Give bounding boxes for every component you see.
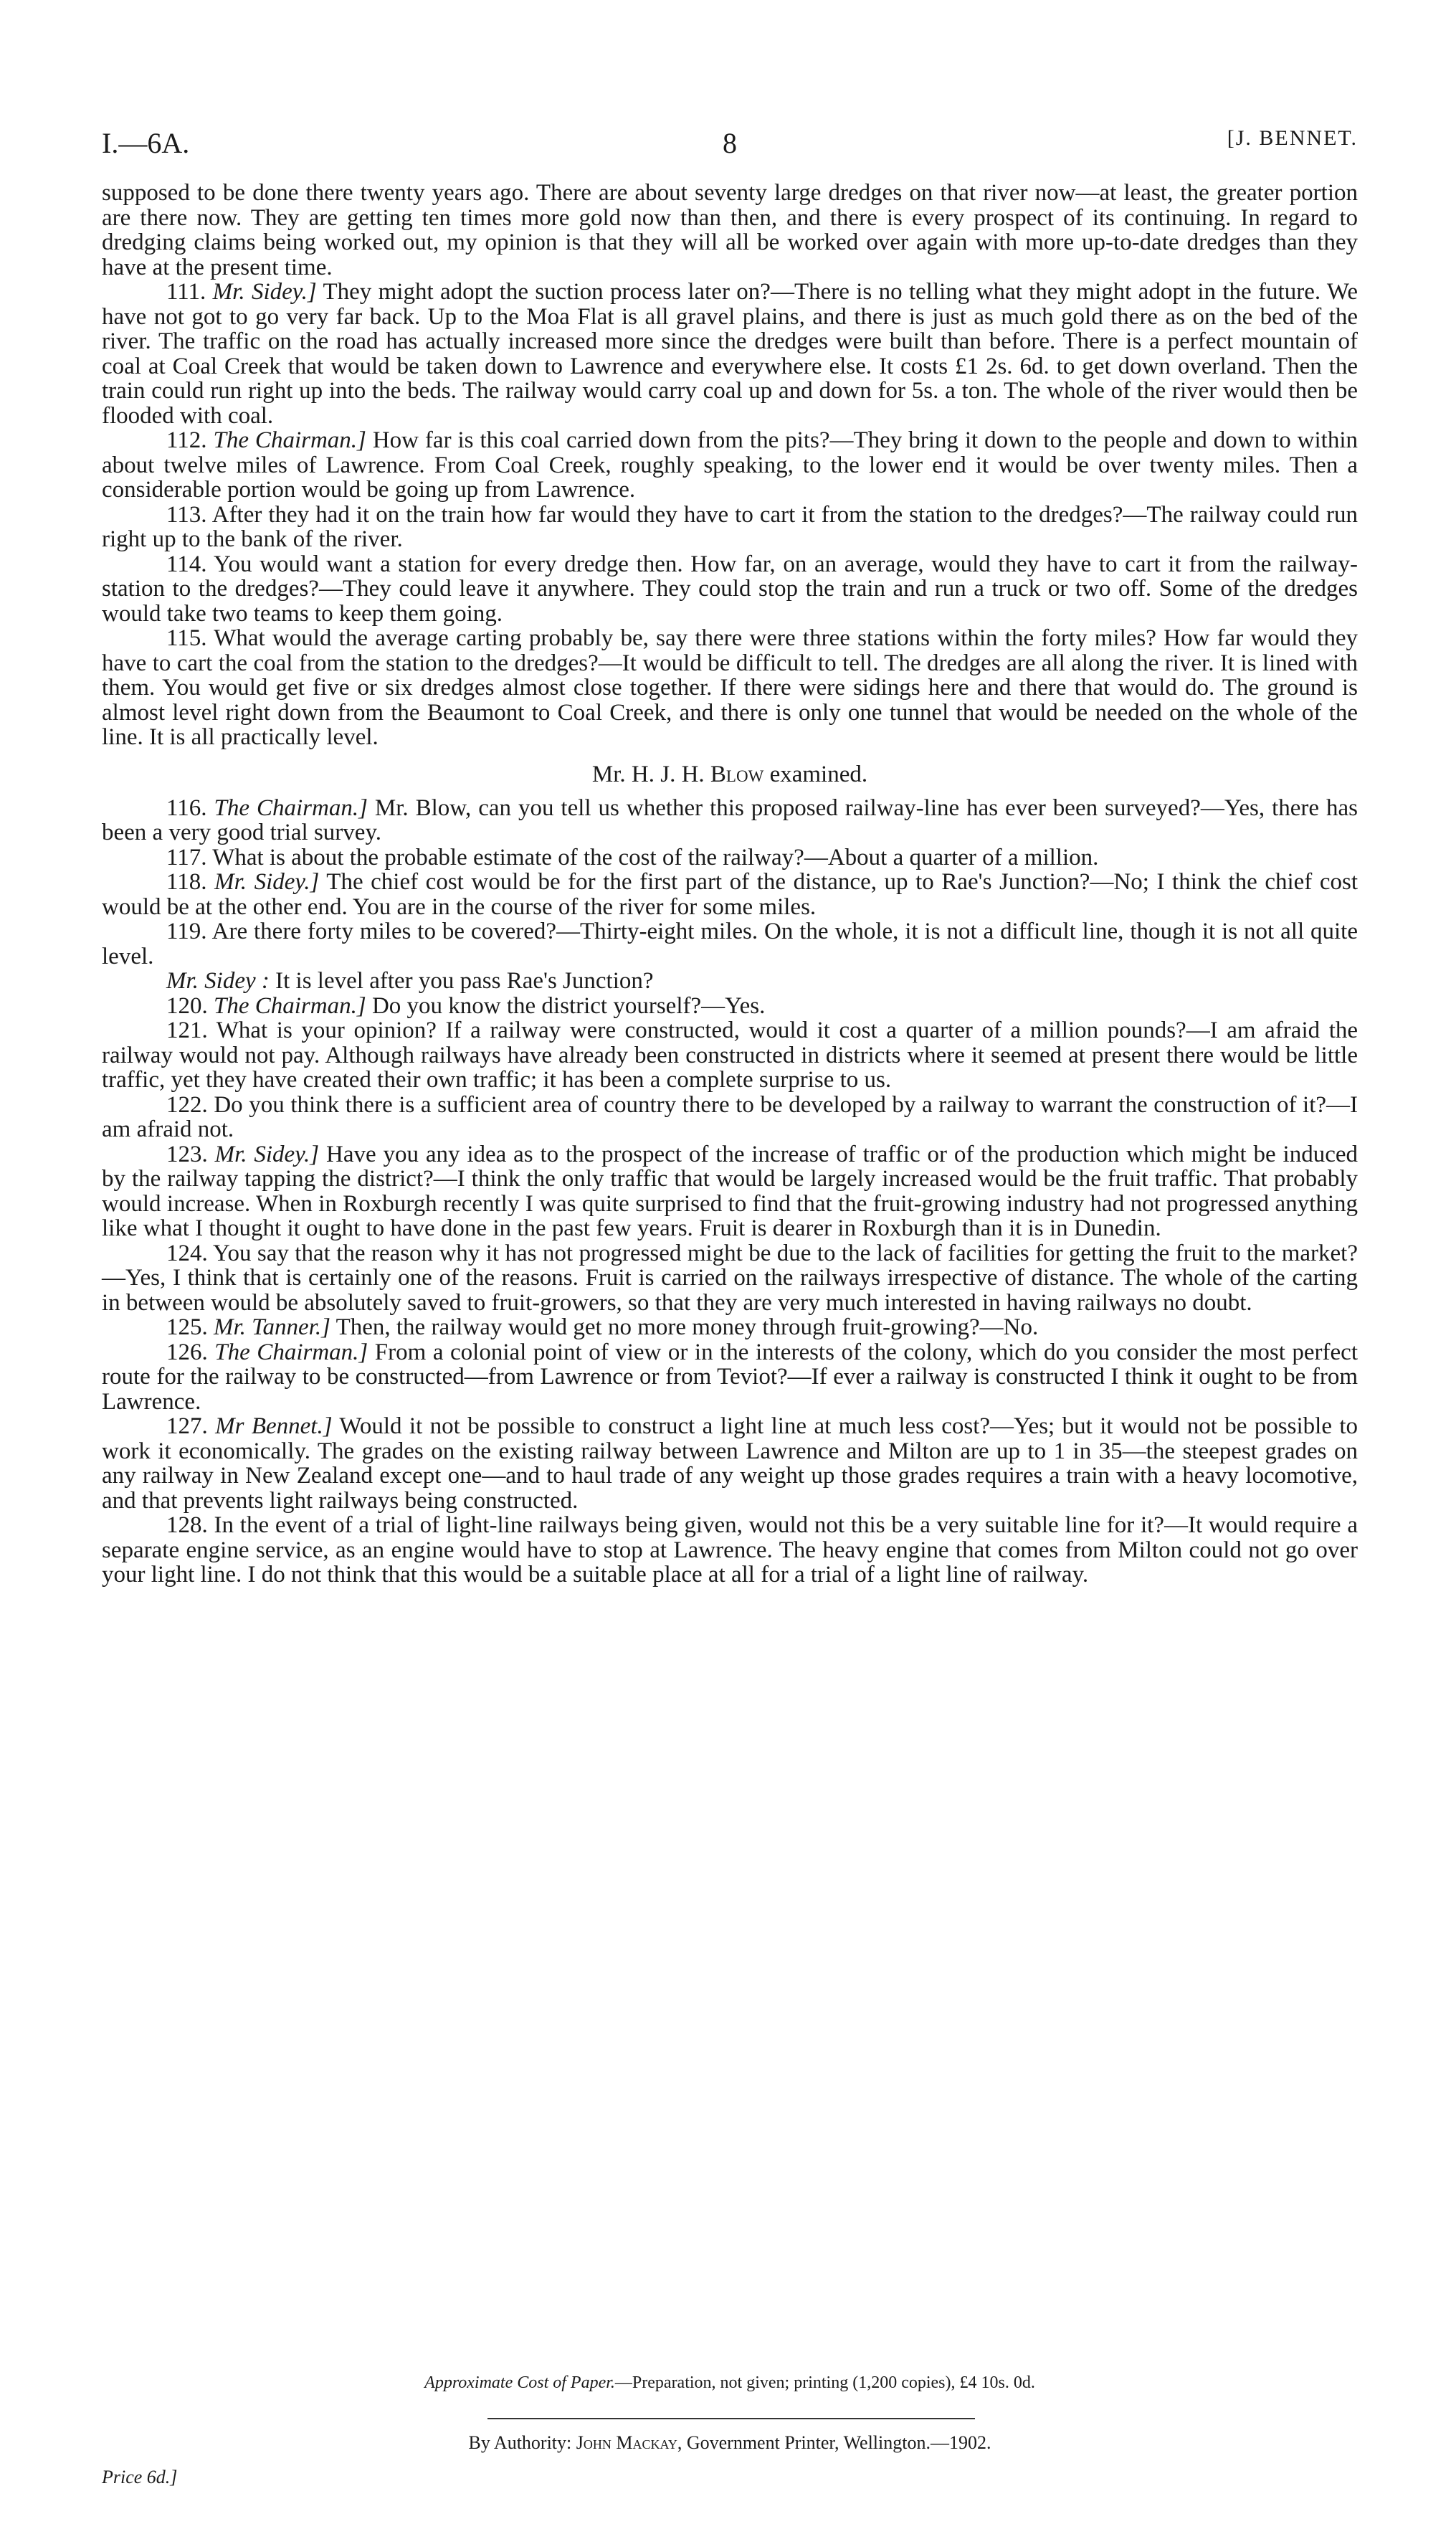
- footer-authority: [102, 2432, 1358, 2454]
- question-number: 115.: [166, 625, 207, 651]
- question-paragraph: [102, 969, 1358, 994]
- question-paragraph: [102, 1241, 1358, 1316]
- question-paragraph: [102, 503, 1358, 552]
- footer-divider: [487, 2418, 975, 2419]
- speaker: The Chairman.]: [214, 794, 368, 821]
- question-number: 126.: [166, 1339, 208, 1365]
- section-heading: [102, 762, 1358, 787]
- speaker: Mr. Tanner.]: [214, 1314, 330, 1340]
- price: Price 6d.]: [102, 2467, 178, 2487]
- question-number: 118.: [166, 869, 207, 895]
- speaker: The Chairman.]: [214, 1339, 368, 1365]
- question-number: 121.: [166, 1017, 208, 1043]
- footer-cost: [102, 2373, 1358, 2393]
- paragraph-text: What would the average carting probably be, say there were three stations within the forty miles? How far would they have to cart the coal from the station to the dredges?—It would be difficult to tell. The dredges are all along the river. It is lined with them. You would get five or six dredges almost close together. If there were sidings here and there that would do. The ground is almost level right down from the Beaumont to Coal Creek, and there is only one tunnel that would be needed on the whole of the line. It is all practically level.: [102, 625, 1358, 750]
- question-paragraph: [102, 1142, 1358, 1241]
- question-number: 111.: [166, 279, 206, 305]
- question-paragraph: [102, 1093, 1358, 1142]
- speaker: Mr. Sidey :: [166, 968, 270, 994]
- paragraph-text: The chief cost would be for the first part of the distance, up to Rae's Junction?—No; I think the chief cost would be at the other end. You are in the course of the river for some miles.: [102, 869, 1358, 920]
- speaker: The Chairman.]: [213, 427, 366, 453]
- speaker: Mr Bennet.]: [215, 1413, 333, 1439]
- paragraphs-before: [102, 181, 1358, 750]
- witness-name: Blow: [710, 761, 764, 787]
- speaker: Mr. Sidey.]: [214, 869, 320, 895]
- paragraph-text: How far is this coal carried down from the pits?—They bring it down to the people and down to within about twelve miles of Lawrence. From Coal Creek, roughly speaking, to the lower end it would be over twenty miles. Then a considerable portion would be going up from Lawrence.: [102, 427, 1358, 503]
- paragraph-text: Do you know the district yourself?—Yes.: [371, 992, 766, 1019]
- question-paragraph: [102, 994, 1358, 1019]
- paper-reference: I.—6A.: [102, 127, 190, 159]
- paragraph-text: You would want a station for every dredge then. How far, on an average, would they have to cart it from the railway-station to the dredges?—They could leave it anywhere. They could stop the train and run a truck or two off. Some of the dredges would take two teams to keep them going.: [102, 551, 1358, 627]
- paragraph-text: What is about the probable estimate of the cost of the railway?—About a quarter of a million.: [212, 844, 1099, 870]
- page-number: 8: [723, 127, 737, 159]
- question-number: 117.: [166, 844, 207, 870]
- question-number: 119.: [166, 919, 207, 944]
- paragraph-text: You say that the reason why it has not progressed might be due to the lack of facilities for getting the fruit to the market?—Yes, I think that is certainly one of the reasons. Fruit is carried on the railways irrespective of distance. The whole of the carting in between would be absolutely saved to fruit-growers, so that they are very much interested in having railways no doubt.: [102, 1240, 1359, 1316]
- question-number: 125.: [166, 1314, 208, 1340]
- authority-prefix: By Authority:: [468, 2432, 576, 2453]
- speaker: Mr. Sidey.]: [214, 1141, 320, 1167]
- question-paragraph: [102, 181, 1358, 280]
- question-paragraph: [102, 1414, 1358, 1513]
- paragraph-text: Do you think there is a sufficient area of country there to be developed by a railway to warrant the construction of it?—I am afraid not.: [102, 1091, 1359, 1142]
- paragraphs-after: [102, 796, 1358, 1588]
- question-paragraph: [102, 626, 1358, 750]
- question-paragraph: [102, 1513, 1358, 1588]
- paragraph-text: In the event of a trial of light-line railways being given, would not this be a very suitable line for it?—It would require a separate engine service, as an engine would have to stop at Lawrence. The heavy engine that comes from Milton could not go over your light line. I do not think that this would be a suitable place at all for a trial of a light line of railway.: [102, 1512, 1358, 1588]
- question-paragraph: [102, 428, 1358, 503]
- paragraph-text: Then, the railway would get no more money through fruit-growing?—No.: [336, 1314, 1039, 1340]
- heading-prefix: Mr. H. J. H.: [591, 761, 710, 787]
- question-number: 120.: [166, 992, 208, 1019]
- question-number: 112.: [166, 427, 207, 453]
- speaker: Mr. Sidey.]: [212, 279, 317, 305]
- witness-reference: [J. BENNET.: [1227, 126, 1358, 150]
- question-paragraph: [102, 280, 1358, 428]
- question-paragraph: [102, 796, 1358, 845]
- paragraph-text: After they had it on the train how far would they have to cart it from the station to the dredges?—The railway could run right up to the bank of the river.: [102, 501, 1359, 552]
- question-paragraph: [102, 1315, 1358, 1340]
- question-paragraph: [102, 1018, 1358, 1093]
- question-number: 123.: [166, 1141, 208, 1167]
- page-header: [102, 126, 1358, 162]
- authority-suffix: , Government Printer, Wellington.—1902.: [677, 2432, 991, 2453]
- question-number: 128.: [166, 1512, 208, 1538]
- question-paragraph: [102, 845, 1358, 870]
- cost-label: Approximate Cost of Paper.: [424, 2373, 615, 2392]
- heading-suffix: examined.: [763, 761, 868, 787]
- speaker: The Chairman.]: [214, 992, 366, 1019]
- printer-name: John Mackay: [576, 2432, 677, 2453]
- paragraph-text: They might adopt the suction process later on?—There is no telling what they might adopt in the future. We have not got to go very far back. Up to the Moa Flat is all gravel plains, and there is just as much gold there as on the bed of the river. The traffic on the road has actually increased more since the dredges were built than before. There is a perfect mountain of coal at Coal Creek that would be taken down to Lawrence and everywhere else. It costs £1 2s. 6d. to get down overland. Then the train could run right up into the beds. The railway would carry coal up and down for 5s. a ton. The whole of the river would then be flooded with coal.: [102, 279, 1358, 429]
- question-number: 113.: [166, 501, 207, 528]
- paragraph-text: supposed to be done there twenty years ago. There are about seventy large dredges on that river now—at least, the greater portion are there now. They are getting ten times more gold now than then, and there is every prospect of its continuing. In regard to dredging claims being worked out, my opinion is that they will all be worked over again with more up-to-date dredges than they have at the present time.: [102, 180, 1358, 280]
- cost-text: —Preparation, not given; printing (1,200 copies), £4 10s. 0d.: [614, 2373, 1035, 2392]
- question-number: 124.: [166, 1240, 208, 1266]
- body-text: [102, 181, 1358, 1588]
- question-number: 116.: [166, 794, 207, 821]
- paragraph-text: It is level after you pass Rae's Junction?: [275, 968, 654, 994]
- question-paragraph: [102, 552, 1358, 627]
- question-paragraph: [102, 1340, 1358, 1415]
- paragraph-text: From a colonial point of view or in the interests of the colony, which do you consider the most perfect route for the railway to be constructed—from Lawrence or from Teviot?—If ever a railway is constructed I think it ought to be from Lawrence.: [102, 1339, 1358, 1415]
- question-paragraph: [102, 870, 1358, 919]
- question-number: 127.: [166, 1413, 208, 1439]
- paragraph-text: Have you any idea as to the prospect of the increase of traffic or of the production which might be induced by the railway tapping the district?—I think the only traffic that would be largely increased would be the fruit traffic. That probably would increase. When in Roxburgh recently I was quite surprised to find that the fruit-growing industry had not progressed anything like what I thought it ought to have done in the past few years. Fruit is dearer in Roxburgh than it is in Dunedin.: [102, 1141, 1358, 1241]
- question-number: 122.: [166, 1091, 208, 1118]
- question-number: 114.: [166, 551, 207, 577]
- question-paragraph: [102, 919, 1358, 969]
- paragraph-text: Would it not be possible to construct a light line at much less cost?—Yes; but it would not be possible to work it economically. The grades on the existing railway between Lawrence and Milton are up to 1 in 35—the steepest grades on any railway in New Zealand except one—and to haul trade of any weight up those grades requires a train with a heavy locomotive, and that prevents light railways being constructed.: [102, 1413, 1359, 1514]
- paragraph-text: Mr. Blow, can you tell us whether this proposed railway-line has ever been surveyed?—Yes, there has been a very good trial survey.: [102, 794, 1358, 845]
- paragraph-text: Are there forty miles to be covered?—Thirty-eight miles. On the whole, it is not a difficult line, though it is not all quite level.: [102, 919, 1358, 969]
- paragraph-text: What is your opinion? If a railway were constructed, would it cost a quarter of a million pounds?—I am afraid the railway would not pay. Although railways have already been constructed in districts where it seemed at present there would be little traffic, yet they have created their own traffic; it has been a complete surprise to us.: [102, 1017, 1359, 1093]
